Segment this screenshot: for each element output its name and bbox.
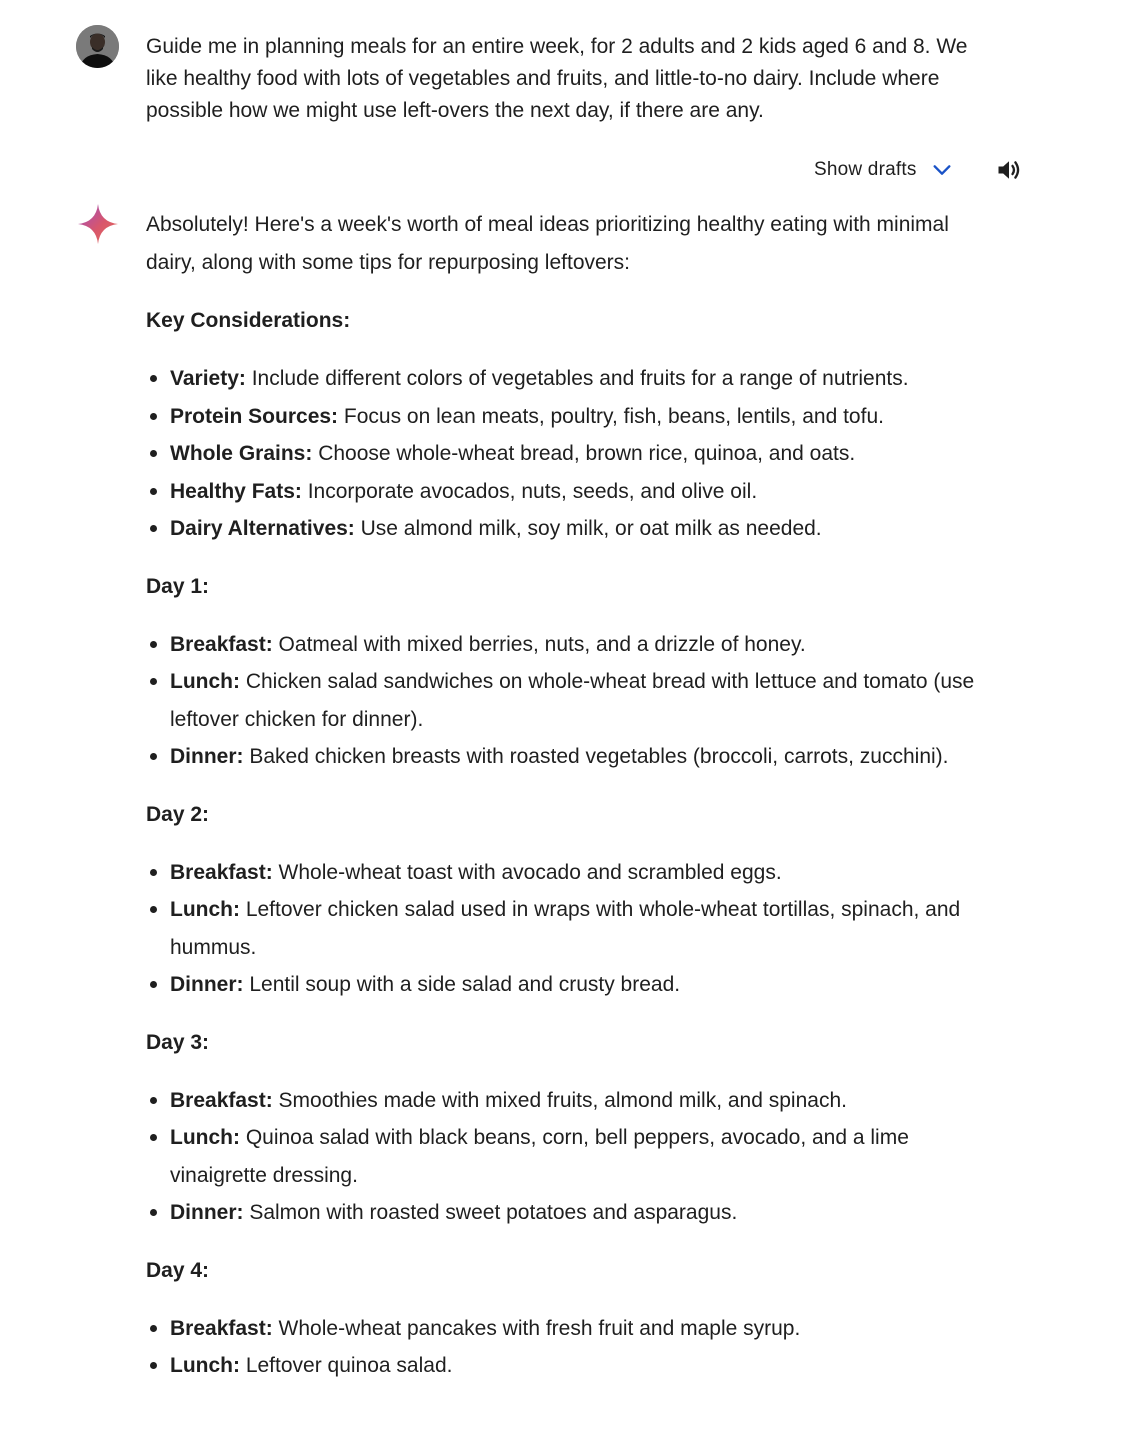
bullet-list bbox=[146, 854, 986, 1004]
list-item bbox=[170, 1082, 986, 1120]
list-item bbox=[170, 510, 986, 548]
list-item-label: Breakfast: bbox=[170, 1316, 273, 1340]
section-heading: Day 4: bbox=[146, 1258, 210, 1282]
list-item bbox=[170, 663, 986, 738]
list-item-text: Whole-wheat toast with avocado and scrambled eggs. bbox=[272, 860, 782, 884]
list-item-text: Oatmeal with mixed berries, nuts, and a drizzle of honey. bbox=[272, 632, 806, 656]
list-item-label: Lunch: bbox=[170, 1126, 240, 1149]
bullet-list bbox=[146, 360, 986, 548]
bullet-list bbox=[146, 1310, 986, 1385]
list-item-label: Whole Grains: bbox=[170, 442, 313, 465]
list-item-text: Focus on lean meats, poultry, fish, beans, lentils, and tofu. bbox=[338, 404, 884, 428]
list-item bbox=[170, 473, 986, 511]
chevron-down-icon bbox=[931, 159, 953, 181]
show-drafts-label: Show drafts bbox=[814, 159, 917, 180]
list-item bbox=[170, 891, 986, 966]
section-heading: Key Considerations: bbox=[146, 309, 351, 332]
list-item-label: Dairy Alternatives: bbox=[170, 517, 355, 540]
list-item-label: Protein Sources: bbox=[170, 404, 339, 428]
list-item-text: Lentil soup with a side salad and crusty bread. bbox=[243, 973, 681, 996]
list-item bbox=[170, 854, 986, 892]
list-item-label: Lunch: bbox=[170, 898, 240, 921]
list-item bbox=[170, 1194, 986, 1232]
section-heading: Day 2: bbox=[146, 802, 210, 826]
list-item-text: Incorporate avocados, nuts, seeds, and olive oil. bbox=[301, 479, 758, 503]
list-item-label: Dinner: bbox=[170, 973, 244, 996]
list-item-text: Whole-wheat pancakes with fresh fruit and maple syrup. bbox=[272, 1316, 801, 1340]
bullet-list bbox=[146, 626, 986, 776]
list-item-label: Dinner: bbox=[170, 1201, 244, 1224]
assistant-response bbox=[146, 206, 986, 1405]
list-item-text: Smoothies made with mixed fruits, almond milk, and spinach. bbox=[272, 1088, 847, 1112]
list-item-label: Lunch: bbox=[170, 1354, 240, 1377]
list-item-text: Include different colors of vegetables and fruits for a range of nutrients. bbox=[245, 367, 909, 390]
list-item bbox=[170, 398, 986, 436]
list-item bbox=[170, 626, 986, 664]
show-drafts-button[interactable] bbox=[814, 152, 953, 188]
list-item-text: Choose whole-wheat bread, brown rice, quinoa, and oats. bbox=[312, 442, 856, 465]
list-item-text: Quinoa salad with black beans, corn, bell peppers, avocado, and a lime vinaigrette dressing. bbox=[170, 1126, 909, 1187]
list-item-label: Dinner: bbox=[170, 745, 244, 768]
list-item-text: Use almond milk, soy milk, or oat milk as needed. bbox=[354, 517, 822, 540]
list-item-label: Healthy Fats: bbox=[170, 479, 302, 503]
list-item bbox=[170, 1119, 986, 1194]
list-item bbox=[170, 435, 986, 473]
section-heading: Day 1: bbox=[146, 574, 210, 598]
list-item-label: Breakfast: bbox=[170, 632, 273, 656]
drafts-toolbar bbox=[800, 152, 1040, 188]
list-item bbox=[170, 1310, 986, 1348]
list-item bbox=[170, 360, 986, 398]
list-item bbox=[170, 966, 986, 1004]
list-item-text: Chicken salad sandwiches on whole-wheat bread with lettuce and tomato (use leftover chicken for dinner). bbox=[170, 670, 975, 731]
response-intro: Absolutely! Here's a week's worth of meal ideas prioritizing healthy eating with minimal dairy, along with some tips for repurposing leftovers: bbox=[146, 213, 949, 274]
bullet-list bbox=[146, 1082, 986, 1232]
section-heading: Day 3: bbox=[146, 1030, 210, 1054]
list-item-text: Leftover chicken salad used in wraps with whole-wheat tortillas, spinach, and hummus. bbox=[170, 898, 961, 959]
volume-icon[interactable] bbox=[995, 156, 1023, 184]
list-item-text: Baked chicken breasts with roasted vegetables (broccoli, carrots, zucchini). bbox=[243, 745, 949, 768]
list-item-text: Leftover quinoa salad. bbox=[239, 1354, 453, 1377]
gemini-sparkle-icon bbox=[76, 202, 120, 246]
prompt-text: Guide me in planning meals for an entire week, for 2 adults and 2 kids aged 6 and 8. We like healthy food with lots of vegetables and fruits, and little-to-no dairy. Include where possible how we might use left-overs the next day, if there are any. bbox=[146, 35, 968, 122]
list-item bbox=[170, 1347, 986, 1385]
list-item-text: Salmon with roasted sweet potatoes and asparagus. bbox=[243, 1201, 738, 1224]
user-avatar-icon bbox=[76, 25, 119, 68]
list-item-label: Variety: bbox=[170, 367, 246, 390]
user-avatar[interactable] bbox=[76, 25, 119, 68]
list-item-label: Lunch: bbox=[170, 670, 240, 693]
list-item bbox=[170, 738, 986, 776]
list-item-label: Breakfast: bbox=[170, 860, 273, 884]
list-item-label: Breakfast: bbox=[170, 1088, 273, 1112]
